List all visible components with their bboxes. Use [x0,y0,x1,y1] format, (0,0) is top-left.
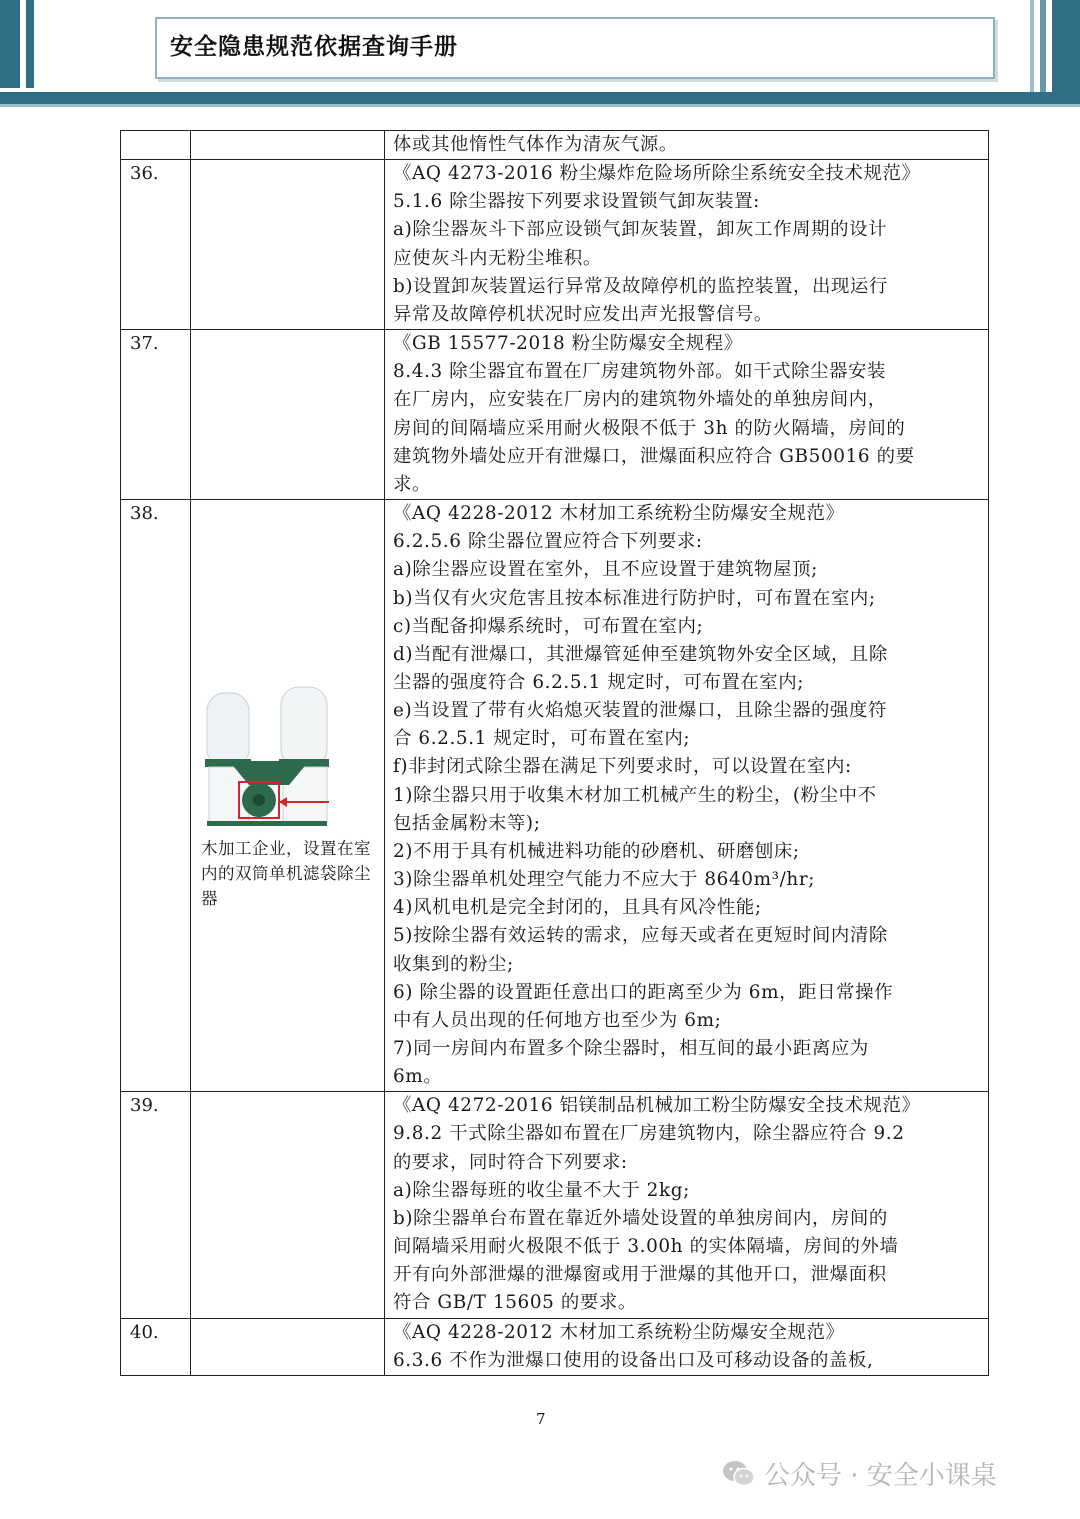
row-number: 37. [121,330,191,500]
text-line: e)当设置了带有火焰熄灭装置的泄爆口，且除尘器的强度符 [393,700,888,722]
header-decor-bar-left [0,0,20,88]
row-number: 38. [121,500,191,1092]
text-line: 6m。 [393,1066,443,1088]
text-line: 建筑物外墙处应开有泄爆口，泄爆面积应符合 GB50016 的要 [393,445,915,467]
image-caption: 木加工企业，设置在室内的双筒单机滤袋除尘器 [201,839,371,909]
text-line: 《AQ 4272-2016 铝镁制品机械加工粉尘防爆安全技术规范》 [393,1095,921,1117]
header-decor-bar-right [1052,0,1080,104]
text-line: 《GB 15577-2018 粉尘防爆安全规程》 [393,333,743,355]
image-cell [191,1092,385,1318]
text-line: 6) 除尘器的设置距任意出口的距离至少为 6m，距日常操作 [393,981,894,1003]
text-line: 体或其他惰性气体作为清灰气源。 [393,134,678,155]
header-rule-light [0,104,1080,107]
image-cell [191,1318,385,1375]
text-line: b)当仅有火灾危害且按本标准进行防护时，可布置在室内; [393,587,876,609]
row-number: 40. [121,1318,191,1375]
text-line: 中有人员出现的任何地方也至少为 6m; [393,1009,722,1031]
text-line: 的要求，同时符合下列要求: [393,1151,628,1173]
image-cell [191,131,385,160]
header-rule [0,92,1080,104]
row-number: 39. [121,1092,191,1318]
watermark [722,1455,997,1492]
text-line: b)除尘器单台布置在靠近外墙处设置的单独房间内，房间的 [393,1207,888,1229]
text-line: 合 6.2.5.1 规定时，可布置在室内; [393,728,691,750]
text-line: 包括金属粉末等); [393,812,541,834]
text-line: 开有向外部泄爆的泄爆窗或用于泄爆的其他开口，泄爆面积 [393,1264,887,1286]
page-number: 7 [536,1410,546,1428]
regulation-text [385,330,989,500]
regulation-text [385,160,989,330]
text-line: 7)同一房间内布置多个除尘器时，相互间的最小距离应为 [393,1038,869,1059]
text-line: 9.8.2 干式除尘器如布置在厂房建筑物内，除尘器应符合 9.2 [393,1123,905,1145]
text-line: a)除尘器应设置在室外，且不应设置于建筑物屋顶; [393,559,818,581]
regulation-text [385,1092,989,1318]
text-line: 房间的间隔墙应采用耐火极限不低于 3h 的防火隔墙，房间的 [393,417,906,439]
header-decor-bar-right-light [1030,0,1034,104]
text-line: 6.2.5.6 除尘器位置应符合下列要求: [393,531,703,553]
header-decor-bar-left-thin [26,0,34,88]
table-row [121,500,989,1092]
text-line: 《AQ 4273-2016 粉尘爆炸危险场所除尘系统安全技术规范》 [393,163,921,185]
text-line: f)非封闭式除尘器在满足下列要求时，可以设置在室内: [393,756,852,778]
text-line: 5.1.6 除尘器按下列要求设置锁气卸灰装置: [393,191,760,213]
image-cell [191,500,385,1092]
regulation-table [120,130,989,1376]
text-line: 异常及故障停机状况时应发出声光报警信号。 [393,303,773,325]
text-line: b)设置卸灰装置运行异常及故障停机的监控装置，出现运行 [393,275,888,297]
image-cell [191,330,385,500]
text-line: 求。 [393,473,431,495]
table-row [121,1318,989,1375]
text-line: c)当配备抑爆系统时，可布置在室内; [393,615,704,637]
text-line: 5)按除尘器有效运转的需求，应每天或者在更短时间内清除 [393,925,888,947]
row-number: 36. [121,160,191,330]
image-cell [191,160,385,330]
dust-collector-image [199,685,339,835]
table-row [121,160,989,330]
text-line: d)当配有泄爆口，其泄爆管延伸至建筑物外安全区域，且除 [393,643,888,665]
text-line: 符合 GB/T 15605 的要求。 [393,1292,637,1314]
table-row [121,1092,989,1318]
header-decor-bar-right-mid [1040,0,1046,104]
table-row [121,131,989,160]
regulation-text [385,500,989,1092]
text-line: 6.3.6 不作为泄爆口使用的设备出口及可移动设备的盖板, [393,1349,874,1371]
row-number [121,131,191,160]
text-line: 应使灰斗内无粉尘堆积。 [393,247,602,269]
text-line: 在厂房内，应安装在厂房内的建筑物外墙处的单独房间内， [393,389,887,411]
page-title: 安全隐患规范依据查询手册 [170,34,458,60]
text-line: 《AQ 4228-2012 木材加工系统粉尘防爆安全规范》 [393,1321,845,1343]
text-line: 4)风机电机是完全封闭的，且具有风冷性能; [393,897,762,919]
regulation-text [385,1318,989,1375]
text-line: a)除尘器每班的收尘量不大于 2kg; [393,1179,690,1201]
text-line: 1)除尘器只用于收集木材加工机械产生的粉尘，(粉尘中不 [393,784,877,806]
text-line: 2)不用于具有机械进料功能的砂磨机、研磨刨床; [393,840,800,862]
text-line: 间隔墙采用耐火极限不低于 3.00h 的实体隔墙，房间的外墙 [393,1236,899,1258]
text-line: 3)除尘器单机处理空气能力不应大于 8640m³/hr; [393,869,816,891]
wechat-icon [722,1459,756,1489]
text-line: 《AQ 4228-2012 木材加工系统粉尘防爆安全规范》 [393,503,845,525]
regulation-text [385,131,989,160]
text-line: 尘器的强度符合 6.2.5.1 规定时，可布置在室内; [393,671,805,693]
text-line: a)除尘器灰斗下部应设锁气卸灰装置，卸灰工作周期的设计 [393,219,888,241]
table-row [121,330,989,500]
watermark-text: 公众号 · 安全小课桌 [764,1461,997,1491]
text-line: 收集到的粉尘; [393,953,514,975]
text-line: 8.4.3 除尘器宜布置在厂房建筑物外部。如干式除尘器安装 [393,361,887,383]
